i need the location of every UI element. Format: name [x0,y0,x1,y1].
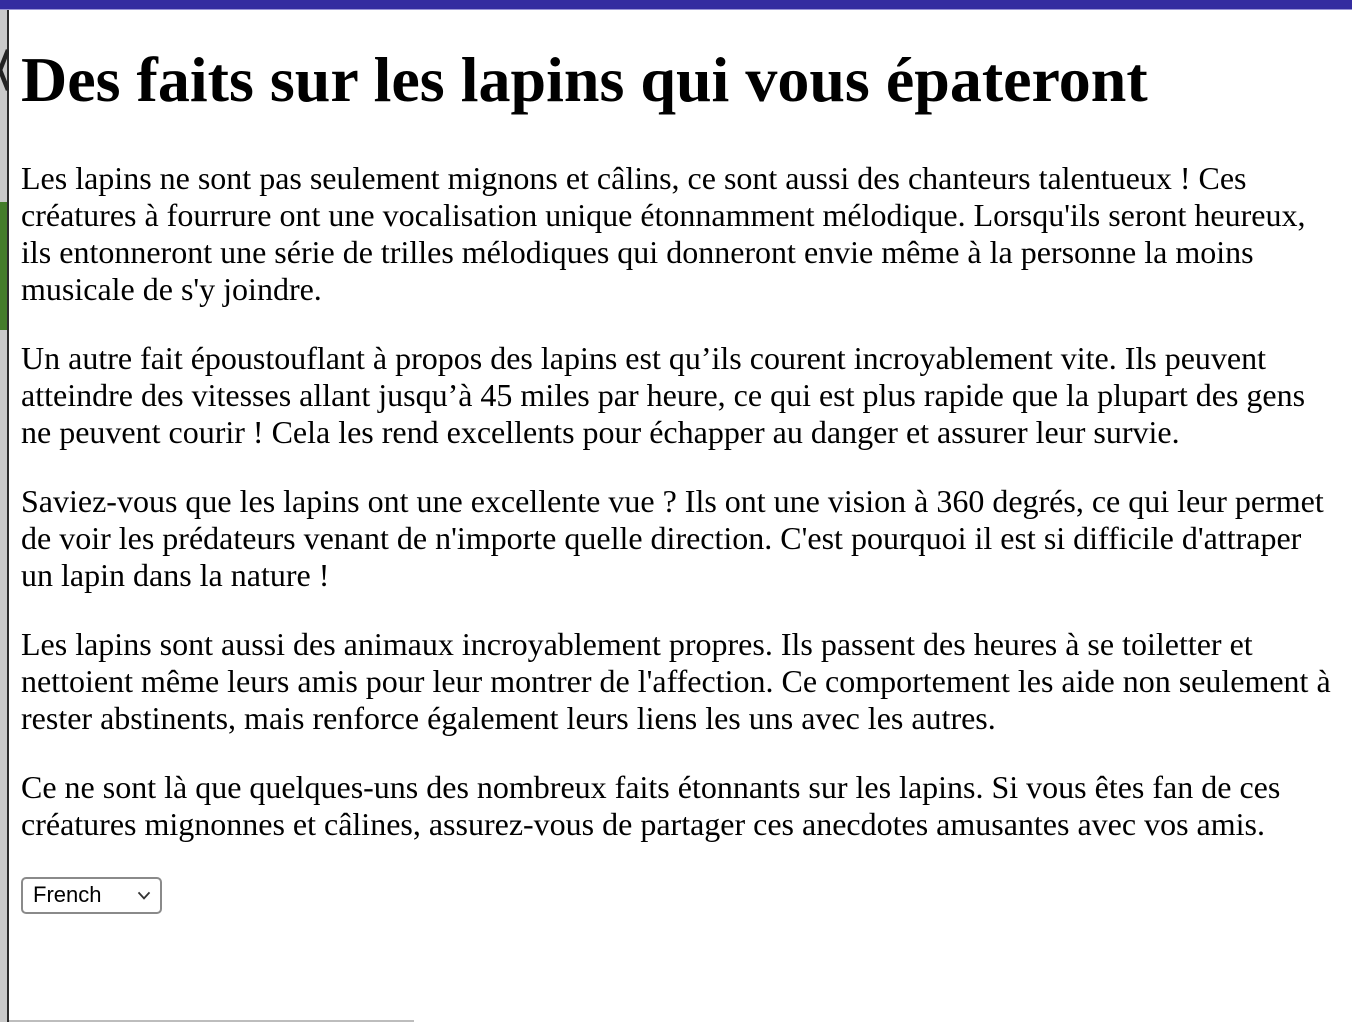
article-paragraph: Les lapins ne sont pas seulement mignons et câlins, ce sont aussi des chanteurs talentueux ! Ces créatures à fourrure ont une vocalisation unique étonnamment mélodique. Lorsqu'ils seront heureux, ils entonneront une série de trilles mélodiques qui donneront envie même à la personne la moins musicale de s'y joindre. [21,159,1306,307]
article-paragraph: Un autre fait époustouflant à propos des lapins est qu’ils courent incroyablement vite. Ils peuvent atteindre des vitesses allant jusqu’à 45 miles par heure, ce qui est plus rapide que la plupart des gens ne peuvent courir ! Cela les rend excellents pour échapper au danger et assurer leur survie. [21,339,1306,450]
article-paragraph: Saviez-vous que les lapins ont une excellente vue ? Ils ont une vision à 360 degrés, ce qui leur permet de voir les prédateurs venant de n'importe quelle direction. C'est pourquoi il est si difficile d'attraper un lapin dans la nature ! [21,482,1324,593]
language-select[interactable] [21,877,162,914]
left-window-edge [0,10,9,1022]
page-title: Des faits sur les lapins qui vous épateront [21,44,1148,115]
article-page [9,10,1352,1022]
language-select-wrapper [21,877,162,914]
left-edge-green-segment [0,202,7,330]
top-accent-bar [0,0,1352,10]
article-paragraph: Les lapins sont aussi des animaux incroyablement propres. Ils passent des heures à se toiletter et nettoient même leurs amis pour leur montrer de l'affection. Ce comportement les aide non seulement à rester abstinents, mais renforce également leurs liens les uns avec les autres. [21,625,1331,736]
chevron-left-icon [0,47,9,93]
article-paragraph: Ce ne sont là que quelques-uns des nombreux faits étonnants sur les lapins. Si vous êtes fan de ces créatures mignonnes et câlines, assurez-vous de partager ces anecdotes amusantes avec vos amis. [21,768,1281,842]
